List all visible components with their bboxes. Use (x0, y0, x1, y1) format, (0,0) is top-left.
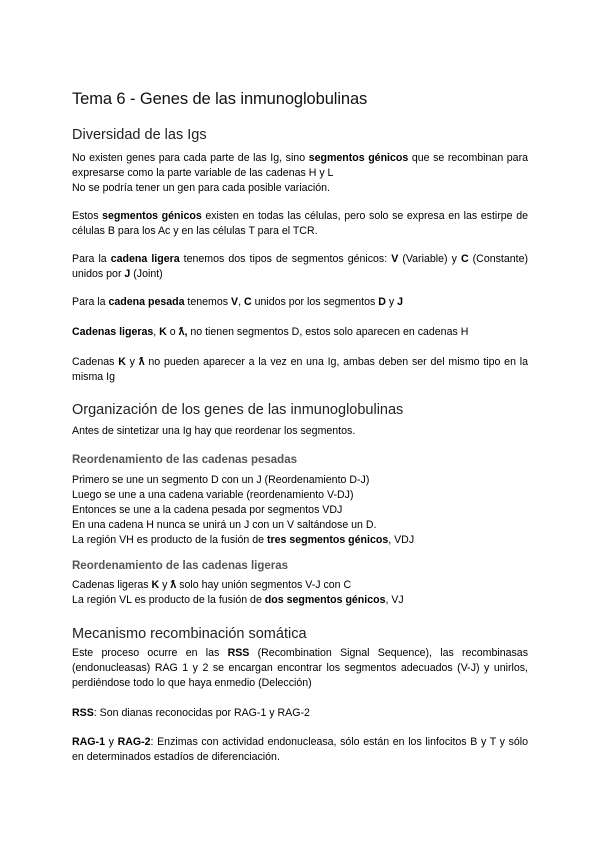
paragraph-este-proceso: Este proceso ocurre en las RSS (Recombination Signal Sequence), las recombinasas (endonucleasas) RAG 1 y 2 se encargan encontrar los segmentos adecuados (V-J) y unirlos, perdiéndose todo lo que haya enmedio (Delección) (72, 647, 528, 689)
paragraph-cadena-ligera: Para la cadena ligera tenemos dos tipos de segmentos génicos: V (Variable) y C (Constante) unidos por J (Joint) (72, 253, 529, 280)
paragraph-antes-de-sintetizar: Antes de sintetizar una Ig hay que reordenar los segmentos. (72, 425, 356, 437)
section-heading-diversidad: Diversidad de las Igs (72, 127, 207, 143)
list-item: Luego se une a una cadena variable (reordenamiento V-DJ) (72, 489, 354, 501)
list-item: Primero se une un segmento D con un J (Reordenamiento D-J) (72, 474, 370, 486)
list-item: La región VL es producto de la fusión de dos segmentos génicos, VJ (72, 594, 404, 606)
list-cadenas-ligeras (72, 578, 528, 608)
paragraph-cadenas-misma-ig: Cadenas Κ y ƛ no pueden aparecer a la vez en una Ig, ambas deben ser del mismo tipo en la misma Ig (72, 356, 528, 383)
list-item: En una cadena H nunca se unirá un J con un V saltándose un D. (72, 519, 377, 531)
page-title: Tema 6 - Genes de las inmunoglobulinas (72, 90, 368, 108)
section-heading-organizacion: Organización de los genes de las inmunoglobulinas (72, 402, 404, 418)
paragraph-no-existen-genes: No existen genes para cada parte de las Ig, sino segmentos génicos que se recombinan para expresarse como la parte variable de las cadenas H y L No se podría tener un gen para cada posible variación. (72, 152, 528, 194)
paragraph-cadena-pesada: Para la cadena pesada tenemos V, C unidos por los segmentos D y J (72, 296, 403, 308)
subheading-cadenas-ligeras: Reordenamiento de las cadenas ligeras (72, 560, 289, 572)
list-item: Entonces se une a la cadena pesada por segmentos VDJ (72, 504, 343, 516)
paragraph-estos-segmentos: Estos segmentos génicos existen en todas las células, pero solo se expresa en las estirpe de células B para los Ac y en las células T para el TCR. (72, 210, 528, 237)
subheading-cadenas-pesadas: Reordenamiento de las cadenas pesadas (72, 454, 297, 466)
list-cadenas-pesadas (72, 473, 528, 548)
list-item: Cadenas ligeras Κ y ƛ solo hay unión segmentos V-J con C (72, 579, 352, 591)
paragraph-rss: RSS: Son dianas reconocidas por RAG-1 y RAG-2 (72, 707, 310, 719)
list-item: La región VH es producto de la fusión de tres segmentos génicos, VDJ (72, 534, 415, 546)
paragraph-rag: RAG-1 y RAG-2: Enzimas con actividad endonucleasa, sólo están en los linfocitos B y T y sólo en determinados estadíos de diferenciación. (72, 736, 528, 763)
paragraph-cadenas-ligeras-kappa-lambda: Cadenas ligeras, Κ o ƛ, no tienen segmentos D, estos solo aparecen en cadenas H (72, 326, 469, 338)
section-heading-mecanismo: Mecanismo recombinación somática (72, 626, 307, 642)
